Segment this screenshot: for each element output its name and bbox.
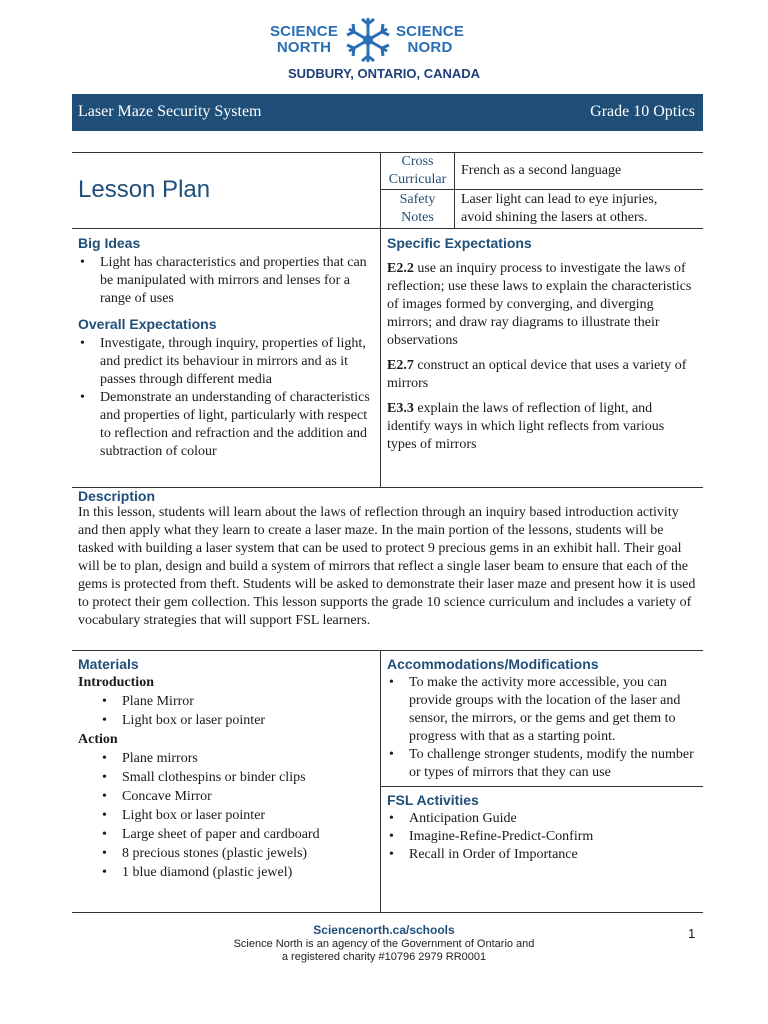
- list-item: • Plane Mirror: [100, 693, 375, 711]
- list-item: • Light box or laser pointer: [100, 712, 375, 730]
- cc-label-line2: Curricular: [388, 172, 447, 187]
- list-item: • Demonstrate an understanding of characteristics and properties of light, particularly with respect to reflection and refraction and the addition and subtraction of colour: [78, 389, 375, 461]
- banner-grade: Grade 10 Optics: [590, 103, 695, 120]
- footer-line1: Science North is an agency of the Government of Ontario and: [233, 938, 535, 950]
- list-item: • To challenge stronger students, modify the number or types of mirrors that they can use: [387, 746, 697, 782]
- logo-location: SUDBURY, ONTARIO, CANADA: [287, 66, 481, 81]
- expectation-code: E2.2: [387, 261, 414, 276]
- lessonplan-bottom-rule: [72, 228, 703, 229]
- logo: [0, 14, 768, 66]
- list-item: • Plane mirrors: [100, 750, 375, 768]
- big-ideas-section: [78, 235, 375, 461]
- big-ideas-list: [78, 254, 375, 308]
- list-item: • 1 blue diamond (plastic jewel): [100, 864, 375, 882]
- accommodations-section: [387, 656, 697, 782]
- overall-expectations-list: [78, 335, 375, 461]
- logo-left-text: [263, 24, 345, 56]
- footer-line2: a registered charity #10796 2979 RR0001: [281, 951, 487, 963]
- title-banner: [72, 94, 703, 131]
- expectation-code: E3.3: [387, 401, 414, 416]
- description-text: In this lesson, students will learn about the laws of reflection through an inquiry based introduction activity and then apply what they learn to create a laser maze. In the main portion of the lessons, students will be tasked with building a laser system that can be used to protect 9 precious gems in an exhibit hall. Their goal will be to plan, design and build a system of mirrors that reflect a single laser beam to ensure that each of the gems is protected from theft. Students will be asked to demonstrate their laser maze and present how it is used to protect their gem collection. This lesson supports the grade 10 science curriculum and includes a variety of vocabulary strategies that will support FSL learners.: [78, 505, 696, 628]
- materials-section: [78, 656, 375, 883]
- cc-safety-divider: [380, 189, 703, 190]
- list-item: • 8 precious stones (plastic jewels): [100, 845, 375, 863]
- cc-label-line1: Cross: [401, 154, 434, 169]
- materials-intro-list: [78, 693, 375, 730]
- expectation-text: construct an optical device that uses a variety of mirrors: [387, 358, 687, 391]
- logo-right-bottom: NORD: [407, 39, 453, 56]
- banner-title: Laser Maze Security System: [78, 103, 262, 120]
- logo-right-text: [391, 24, 469, 56]
- materials-intro-label: Introduction: [78, 675, 154, 690]
- cc-label-divider: [454, 152, 455, 228]
- materials-action-label: Action: [78, 732, 118, 747]
- expectation-e2-7: [387, 357, 697, 393]
- description-heading: Description: [78, 488, 156, 504]
- accom-fsl-divider: [380, 786, 703, 787]
- expectation-e2-2: [387, 260, 697, 350]
- materials-heading: Materials: [78, 656, 139, 672]
- materials-action-list: [78, 750, 375, 882]
- big-ideas-heading: Big Ideas: [78, 235, 141, 251]
- footer-link[interactable]: Sciencenorth.ca/schools: [313, 923, 455, 937]
- logo-right-top: SCIENCE: [395, 23, 465, 40]
- expectation-code: E2.7: [387, 358, 414, 373]
- safety-label-line2: Notes: [401, 210, 434, 225]
- specific-expectations-heading: Specific Expectations: [387, 235, 532, 251]
- expectation-text: explain the laws of reflection of light, and identify ways in which light reflects from various types of mirrors: [387, 401, 665, 452]
- safety-value-line2: avoid shining the lasers at others.: [461, 210, 648, 225]
- list-item: • Imagine-Refine-Predict-Confirm: [387, 828, 697, 846]
- list-item: • Anticipation Guide: [387, 810, 697, 828]
- list-item: • Investigate, through inquiry, properties of light, and predict its behaviour in mirrors and as it passes through different media: [78, 335, 375, 389]
- lower-column-divider: [380, 650, 381, 912]
- logo-left-bottom: NORTH: [276, 39, 332, 56]
- cross-curricular-label: [381, 153, 454, 189]
- accommodations-list: [387, 674, 697, 782]
- fsl-list: [387, 810, 697, 864]
- list-item: • Small clothespins or binder clips: [100, 769, 375, 787]
- list-item: • To make the activity more accessible, you can provide groups with the location of the laser and sensor, the mirrors, or the gems and get them to progress with that as a starting point.: [387, 674, 697, 746]
- fsl-section: [387, 792, 697, 864]
- overall-expectations-heading: Overall Expectations: [78, 316, 217, 332]
- list-item: • Recall in Order of Importance: [387, 846, 697, 864]
- page-number: 1: [688, 926, 696, 941]
- specific-expectations-section: [387, 235, 697, 461]
- logo-left-top: SCIENCE: [269, 23, 339, 40]
- accommodations-heading: Accommodations/Modifications: [387, 656, 599, 672]
- lesson-plan-title: Lesson Plan: [78, 176, 211, 203]
- safety-value-line1: Laser light can lead to eye injuries,: [461, 192, 658, 207]
- list-item: • Concave Mirror: [100, 788, 375, 806]
- safety-label-line1: Safety: [399, 192, 436, 207]
- list-item: • Light box or laser pointer: [100, 807, 375, 825]
- list-item: • Light has characteristics and properties that can be manipulated with mirrors and lenses for a range of uses: [78, 254, 375, 308]
- safety-notes-label: [381, 191, 454, 227]
- description-bottom-rule: [72, 650, 703, 651]
- list-item: • Large sheet of paper and cardboard: [100, 826, 375, 844]
- expectation-text: use an inquiry process to investigate the laws of reflection; use these laws to explain the characteristics of images formed by converging, and diverging mirrors; and draw ray diagrams to illustrate their observations: [387, 261, 692, 348]
- snowflake-logo-icon: [345, 14, 391, 66]
- cross-curricular-value: French as a second language: [461, 163, 622, 178]
- description-section: [78, 488, 698, 630]
- expectation-e3-3: [387, 400, 697, 454]
- table-bottom-rule: [72, 912, 703, 913]
- safety-notes-value: [461, 191, 701, 227]
- fsl-heading: FSL Activities: [387, 792, 479, 808]
